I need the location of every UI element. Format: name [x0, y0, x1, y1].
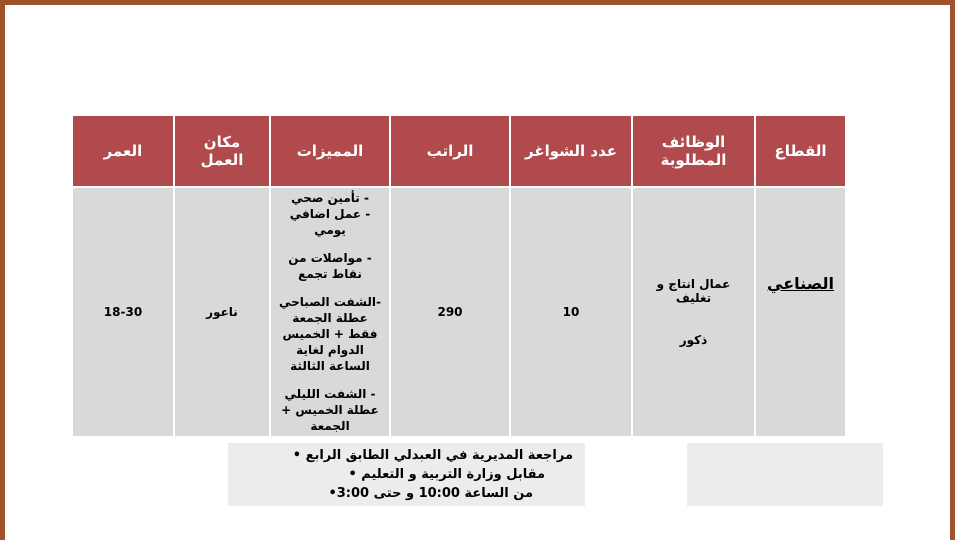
- cell-location: ناعور: [174, 187, 270, 437]
- address-box: [228, 443, 585, 506]
- header-age: العمر: [72, 115, 174, 187]
- header-salary: الراتب: [390, 115, 510, 187]
- jobs-gender: ذكور: [679, 333, 708, 347]
- cell-vacancies: 10: [510, 187, 632, 437]
- header-jobs: الوظائف المطلوبة: [632, 115, 755, 187]
- table-row: [72, 187, 846, 437]
- feature-transport: - مواصلات من نقاط تجمع: [288, 251, 372, 281]
- cell-features: [270, 187, 390, 437]
- empty-info-box: [687, 443, 883, 506]
- header-location: مكان العمل: [174, 115, 270, 187]
- jobs-table: [71, 114, 847, 438]
- feature-night-shift: - الشفت الليلي عطلة الخميس + الجمعة: [281, 387, 379, 433]
- cell-salary: 290: [390, 187, 510, 437]
- address-line-3: من الساعة 10:00 و حتى 3:00•: [328, 486, 533, 501]
- feature-morning-shift: -الشفت الصباحي عطلة الجمعة فقط + الخميس الدوام لغاية الساعة الثالثة: [279, 295, 381, 373]
- header-vacancies: عدد الشواغر: [510, 115, 632, 187]
- cell-age: 18-30: [72, 187, 174, 437]
- feature-health-overtime: - تأمين صحي - عمل اضافي يومي: [289, 191, 371, 237]
- sector-value: الصناعي: [767, 273, 834, 293]
- address-line-2: مقابل وزارة التربية و التعليم •: [348, 467, 545, 482]
- address-line-1: مراجعة المديرية في العبدلي الطابق الرابع •: [292, 448, 573, 463]
- cell-jobs: [632, 187, 755, 437]
- jobs-title: عمال انتاج و تغليف: [656, 277, 731, 305]
- header-sector: القطاع: [755, 115, 846, 187]
- table-header-row: [72, 115, 846, 187]
- header-features: المميزات: [270, 115, 390, 187]
- cell-sector: [755, 187, 846, 437]
